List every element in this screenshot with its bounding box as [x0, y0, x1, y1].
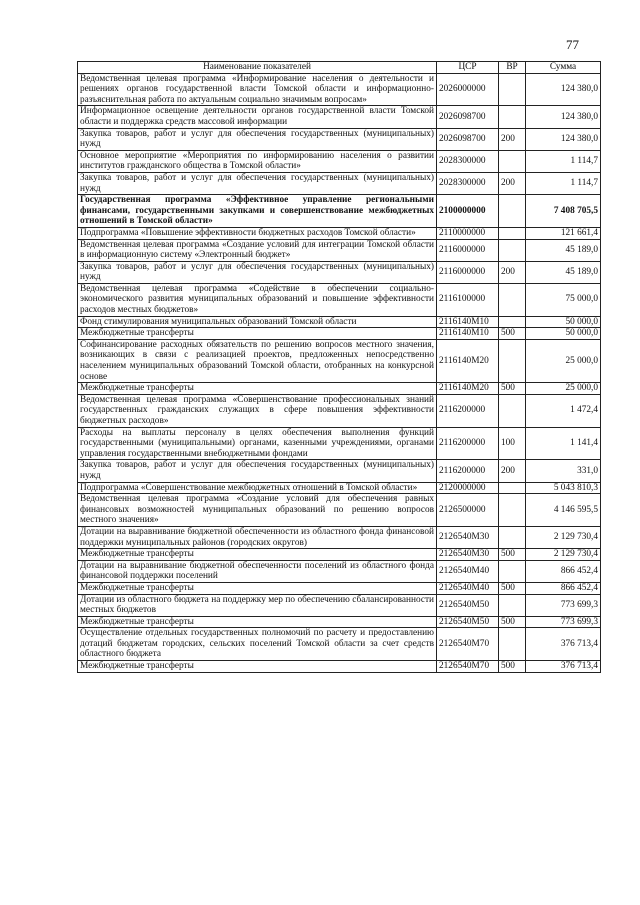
- row-csr-cell: 2126500000: [437, 494, 499, 527]
- row-csr-cell: 2126540М70: [437, 628, 499, 661]
- row-name-cell: Закупка товаров, работ и услуг для обеспечения государственных (муниципальных) нужд: [78, 172, 437, 194]
- table-row: [78, 261, 601, 283]
- row-vr-cell: [499, 494, 526, 527]
- row-vr-cell: 200: [499, 128, 526, 150]
- row-vr-cell: [499, 227, 526, 239]
- table-row: [78, 195, 601, 228]
- table-row: [78, 661, 601, 673]
- row-vr-cell: 500: [499, 328, 526, 340]
- row-name-cell: Межбюджетные трансферты: [78, 582, 437, 594]
- row-sum-cell: 773 699,3: [526, 594, 601, 616]
- row-csr-cell: 2116200000: [437, 394, 499, 427]
- table-row: [78, 128, 601, 150]
- row-sum-cell: 2 129 730,4: [526, 526, 601, 548]
- row-csr-cell: 2028300000: [437, 150, 499, 172]
- row-vr-cell: [499, 150, 526, 172]
- row-vr-cell: [499, 239, 526, 261]
- table-row: [78, 427, 601, 460]
- table-row: [78, 582, 601, 594]
- row-vr-cell: 100: [499, 427, 526, 460]
- row-csr-cell: 2120000000: [437, 482, 499, 494]
- row-vr-cell: [499, 73, 526, 106]
- row-vr-cell: [499, 283, 526, 316]
- row-csr-cell: 2116140М20: [437, 339, 499, 382]
- table-row: [78, 628, 601, 661]
- row-name-cell: Закупка товаров, работ и услуг для обеспечения государственных (муниципальных) нужд: [78, 128, 437, 150]
- row-csr-cell: 2116200000: [437, 427, 499, 460]
- row-name-cell: Дотации на выравнивание бюджетной обеспеченности из областного фонда финансовой поддержки муниципальных районов (городских округов): [78, 526, 437, 548]
- table-row: [78, 394, 601, 427]
- table-row: [78, 283, 601, 316]
- row-csr-cell: 2116140М20: [437, 383, 499, 395]
- row-vr-cell: [499, 339, 526, 382]
- row-sum-cell: 124 380,0: [526, 128, 601, 150]
- row-sum-cell: 1 114,7: [526, 150, 601, 172]
- row-vr-cell: [499, 594, 526, 616]
- row-sum-cell: 376 713,4: [526, 628, 601, 661]
- header-sum: Сумма: [526, 62, 601, 74]
- table-row: [78, 560, 601, 582]
- table-row: [78, 616, 601, 628]
- table-row: [78, 482, 601, 494]
- row-name-cell: Основное мероприятие «Мероприятия по информированию населения о развитии институтов гражданского общества в Томской области»: [78, 150, 437, 172]
- row-name-cell: Ведомственная целевая программа «Совершенствование профессиональных знаний государственных гражданских служащих в сфере повышения эффективности бюджетных расходов»: [78, 394, 437, 427]
- table-row: [78, 526, 601, 548]
- table-row: [78, 549, 601, 561]
- row-sum-cell: 376 713,4: [526, 661, 601, 673]
- row-csr-cell: 2126540М50: [437, 594, 499, 616]
- table-row: [78, 172, 601, 194]
- row-vr-cell: [499, 106, 526, 128]
- row-sum-cell: 866 452,4: [526, 582, 601, 594]
- row-csr-cell: 2110000000: [437, 227, 499, 239]
- row-name-cell: Межбюджетные трансферты: [78, 383, 437, 395]
- row-vr-cell: [499, 526, 526, 548]
- row-csr-cell: 2100000000: [437, 195, 499, 228]
- row-sum-cell: 50 000,0: [526, 316, 601, 328]
- table-row: [78, 383, 601, 395]
- row-name-cell: Информационное освещение деятельности органов государственной власти Томской области и поддержка средств массовой информации: [78, 106, 437, 128]
- row-vr-cell: 200: [499, 172, 526, 194]
- row-name-cell: Ведомственная целевая программа «Информирование населения о деятельности и решениях органов государственной власти Томской области и информационно-разъяснительная работа по актуальным социально значимым вопросам»: [78, 73, 437, 106]
- row-vr-cell: [499, 482, 526, 494]
- page-number: 77: [566, 37, 579, 52]
- row-name-cell: Закупка товаров, работ и услуг для обеспечения государственных (муниципальных) нужд: [78, 261, 437, 283]
- table-row: [78, 227, 601, 239]
- row-csr-cell: 2116200000: [437, 460, 499, 482]
- row-sum-cell: 4 146 595,5: [526, 494, 601, 527]
- row-csr-cell: 2126540М40: [437, 560, 499, 582]
- row-sum-cell: 121 661,4: [526, 227, 601, 239]
- header-vr: ВР: [499, 62, 526, 74]
- row-sum-cell: 124 380,0: [526, 73, 601, 106]
- row-name-cell: Закупка товаров, работ и услуг для обеспечения государственных (муниципальных) нужд: [78, 460, 437, 482]
- row-vr-cell: [499, 628, 526, 661]
- row-sum-cell: 45 189,0: [526, 239, 601, 261]
- row-csr-cell: 2026098700: [437, 106, 499, 128]
- row-name-cell: Софинансирование расходных обязательств по решению вопросов местного значения, возникающих в связи с реализацией проектов, предложенных непосредственно населением муниципальных образований Томской области, отобранных на конкурсной основе: [78, 339, 437, 382]
- row-vr-cell: [499, 316, 526, 328]
- table-row: [78, 106, 601, 128]
- table-row: [78, 494, 601, 527]
- header-csr: ЦСР: [437, 62, 499, 74]
- row-name-cell: Межбюджетные трансферты: [78, 616, 437, 628]
- row-sum-cell: 25 000,0: [526, 339, 601, 382]
- row-sum-cell: 773 699,3: [526, 616, 601, 628]
- table-row: [78, 150, 601, 172]
- row-vr-cell: [499, 195, 526, 228]
- table-row: [78, 239, 601, 261]
- table-row: [78, 73, 601, 106]
- table-header-row: [78, 62, 601, 74]
- row-sum-cell: 1 141,4: [526, 427, 601, 460]
- row-name-cell: Межбюджетные трансферты: [78, 328, 437, 340]
- row-csr-cell: 2116140М10: [437, 328, 499, 340]
- row-vr-cell: 500: [499, 616, 526, 628]
- row-name-cell: Осуществление отдельных государственных полномочий по расчету и предоставлению дотаций бюджетам городских, сельских поселений Томской области за счет средств областного бюджета: [78, 628, 437, 661]
- row-name-cell: Ведомственная целевая программа «Создание условий для интеграции Томской области в информационную систему «Электронный бюджет»: [78, 239, 437, 261]
- row-sum-cell: 45 189,0: [526, 261, 601, 283]
- row-csr-cell: 2126540М30: [437, 526, 499, 548]
- table-row: [78, 339, 601, 382]
- row-name-cell: Подпрограмма «Совершенствование межбюджетных отношений в Томской области»: [78, 482, 437, 494]
- row-name-cell: Межбюджетные трансферты: [78, 549, 437, 561]
- table-row: [78, 316, 601, 328]
- row-sum-cell: 331,0: [526, 460, 601, 482]
- row-csr-cell: 2026098700: [437, 128, 499, 150]
- table-row: [78, 460, 601, 482]
- row-vr-cell: 200: [499, 261, 526, 283]
- row-vr-cell: 200: [499, 460, 526, 482]
- row-csr-cell: 2126540М30: [437, 549, 499, 561]
- table-row: [78, 594, 601, 616]
- table-row: [78, 328, 601, 340]
- row-sum-cell: 25 000,0: [526, 383, 601, 395]
- row-name-cell: Ведомственная целевая программа «Содействие в обеспечении социально-экономического развития муниципальных образований и повышение эффективности расходов местных бюджетов»: [78, 283, 437, 316]
- row-name-cell: Межбюджетные трансферты: [78, 661, 437, 673]
- row-name-cell: Дотации из областного бюджета на поддержку мер по обеспечению сбалансированности местных бюджетов: [78, 594, 437, 616]
- header-name: Наименование показателей: [78, 62, 437, 74]
- row-vr-cell: 500: [499, 582, 526, 594]
- row-vr-cell: [499, 560, 526, 582]
- row-name-cell: Фонд стимулирования муниципальных образований Томской области: [78, 316, 437, 328]
- row-vr-cell: 500: [499, 661, 526, 673]
- row-csr-cell: 2126540М50: [437, 616, 499, 628]
- row-sum-cell: 75 000,0: [526, 283, 601, 316]
- row-sum-cell: 7 408 705,5: [526, 195, 601, 228]
- row-csr-cell: 2116100000: [437, 283, 499, 316]
- row-sum-cell: 1 472,4: [526, 394, 601, 427]
- row-csr-cell: 2026000000: [437, 73, 499, 106]
- row-csr-cell: 2116000000: [437, 239, 499, 261]
- row-sum-cell: 5 043 810,3: [526, 482, 601, 494]
- row-sum-cell: 50 000,0: [526, 328, 601, 340]
- row-sum-cell: 1 114,7: [526, 172, 601, 194]
- row-csr-cell: 2126540М70: [437, 661, 499, 673]
- row-csr-cell: 2116000000: [437, 261, 499, 283]
- row-name-cell: Подпрограмма «Повышение эффективности бюджетных расходов Томской области»: [78, 227, 437, 239]
- row-vr-cell: 500: [499, 549, 526, 561]
- row-name-cell: Государственная программа «Эффективное управление региональными финансами, государственными закупками и совершенствование межбюджетных отношений в Томской области»: [78, 195, 437, 228]
- row-sum-cell: 2 129 730,4: [526, 549, 601, 561]
- row-sum-cell: 124 380,0: [526, 106, 601, 128]
- row-sum-cell: 866 452,4: [526, 560, 601, 582]
- budget-table: [77, 61, 601, 673]
- row-csr-cell: 2116140М10: [437, 316, 499, 328]
- row-csr-cell: 2126540М40: [437, 582, 499, 594]
- row-vr-cell: 500: [499, 383, 526, 395]
- row-name-cell: Ведомственная целевая программа «Создание условий для обеспечения равных финансовых возможностей муниципальных образований по решению вопросов местного значения»: [78, 494, 437, 527]
- row-vr-cell: [499, 394, 526, 427]
- row-name-cell: Расходы на выплаты персоналу в целях обеспечения выполнения функций государственными (муниципальными) органами, казенными учреждениями, органами управления государственными внебюджетными фондами: [78, 427, 437, 460]
- row-csr-cell: 2028300000: [437, 172, 499, 194]
- row-name-cell: Дотации на выравнивание бюджетной обеспеченности поселений из областного фонда финансовой поддержки поселений: [78, 560, 437, 582]
